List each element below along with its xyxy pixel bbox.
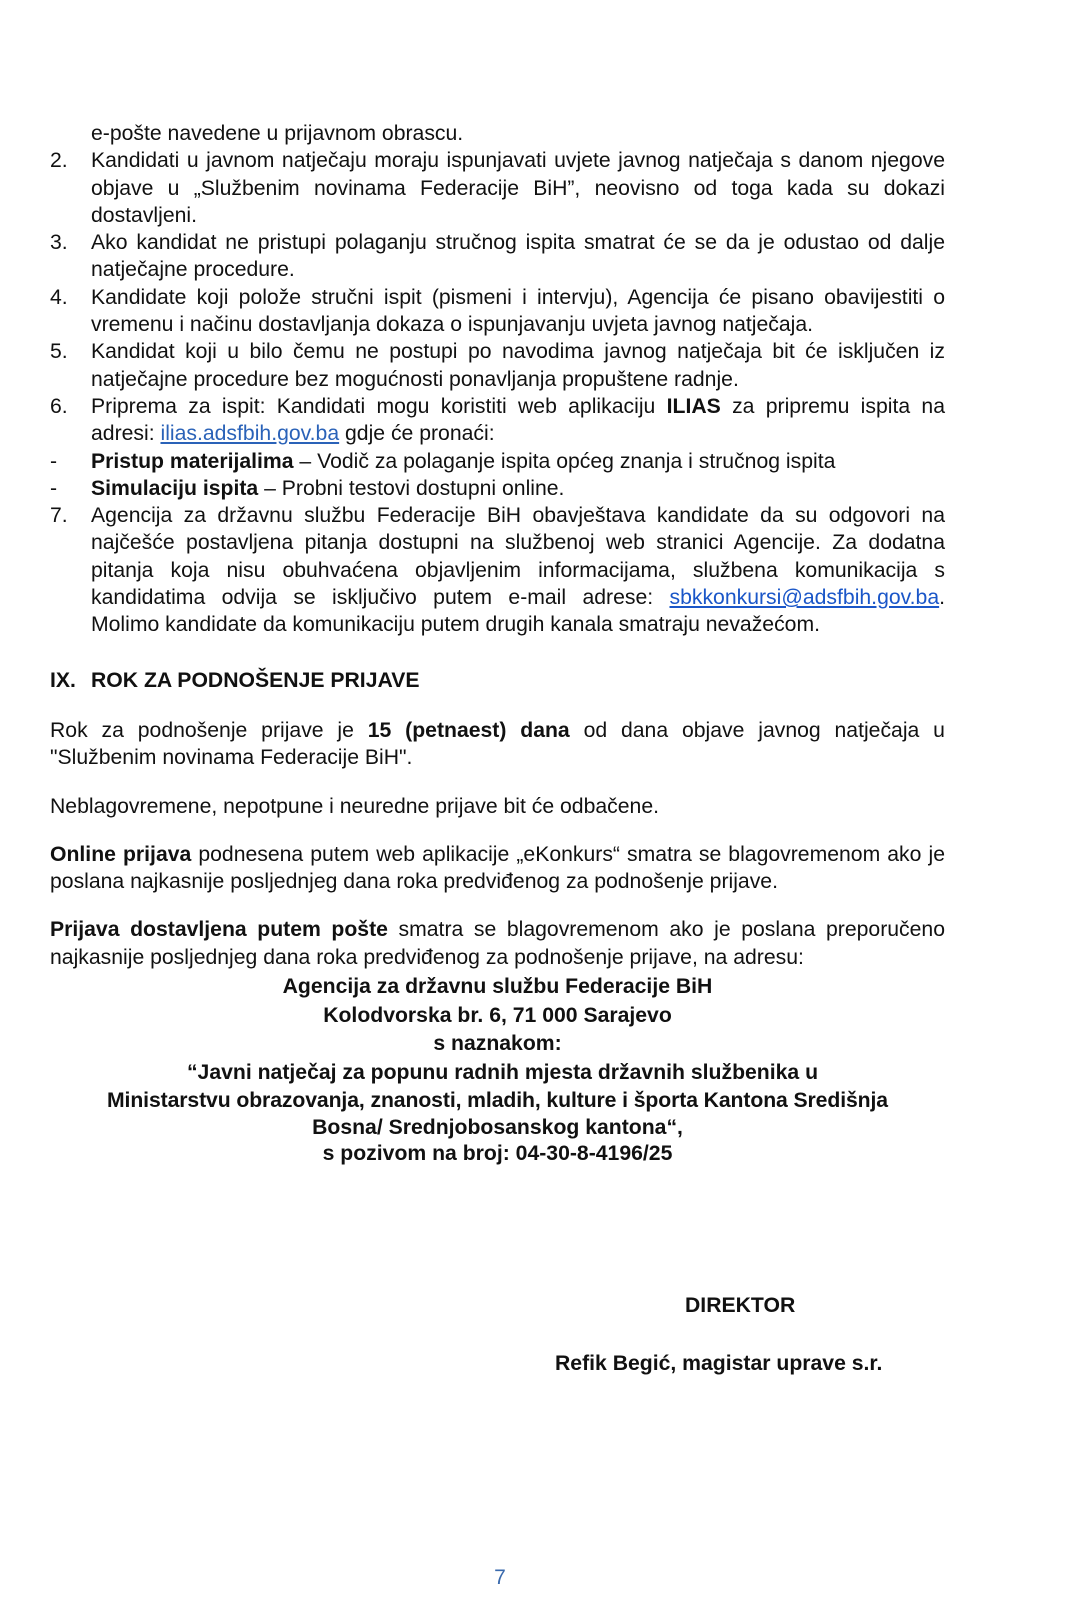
paragraph-text: smatra se blagovremenom ako je poslana preporučeno najkasnije posljednjeg dana roka predviđenog za podnošenje prijave, na adresu: [50, 918, 945, 969]
list-number: 4. [50, 285, 68, 309]
list-item-6 [50, 393, 945, 448]
dash-bullet: - [50, 449, 58, 473]
address-line-subject-2: Ministarstvu obrazovanja, znanosti, mladih, kulture i športa Kantona Središnja [106, 1089, 888, 1113]
deadline-paragraph [50, 717, 945, 772]
sub-item-simulation [50, 475, 945, 502]
list-number: 6. [50, 394, 68, 418]
dash-bullet: - [50, 476, 58, 500]
list-item-7 [50, 502, 945, 638]
signature-title: DIREKTOR [685, 1294, 796, 1317]
address-line-subject-1: “Javni natječaj za popunu radnih mjesta državnih službenika u [186, 1060, 819, 1084]
paragraph-text: podnesena putem web aplikacije „eKonkurs“ smatra se blagovremenom ako je poslana najkasnije posljednjeg dana roka predviđenog za podnošenje prijave. [50, 842, 945, 894]
list-item-text: Ako kandidat ne pristupi polaganju stručnog ispita smatrat će se da je odustao od dalje natječajne procedure. [91, 231, 945, 282]
list-item-text: Priprema za ispit: Kandidati mogu koristiti web aplikaciju [91, 394, 667, 418]
section-title: ROK ZA PODNOŠENJE PRIJAVE [91, 668, 420, 692]
list-item-text: Kandidat koji u bilo čemu ne postupi po navodima javnog natječaja bit će isključen iz natječajne procedure bez mogućnosti ponavljanja propuštene radnje. [91, 340, 945, 391]
address-line-street: Kolodvorska br. 6, 71 000 Sarajevo [323, 1003, 672, 1027]
address-line-label: s naznakom: [433, 1032, 562, 1056]
list-item-text: Kandidate koji polože stručni ispit (pismeni i intervju), Agencija će pisano obavijestiti o vremenu i načinu dostavljanja dokaza o ispunjavanju uvjeta javnog natječaja. [91, 285, 945, 337]
list-item-text: Agencija za državnu službu Federacije BiH obavještava kandidate da su odgovori na najčešće postavljena pitanja dostupni na službenoj web stranici Agencije. Za dodatna pitanja koja nisu obuhvaćena objavljenim informacijama, službena komunikacija s kandidatima odvija se isključivo putem e-mail adrese: [91, 504, 945, 610]
section-number: IX. [50, 668, 76, 692]
address-line-reference: s pozivom na broj: 04-30-8-4196/25 [322, 1141, 673, 1165]
rejection-paragraph: Neblagovremene, nepotpune i neuredne prijave bit će odbačene. [50, 794, 659, 818]
postal-bold: Prijava dostavljena putem pošte [50, 918, 388, 942]
sub-item-text: – Vodič za polaganje ispita općeg znanja i stručnog ispita [293, 449, 836, 473]
sub-item-text: – Probni testovi dostupni online. [258, 476, 565, 500]
mailing-address [50, 973, 945, 1168]
list-item-4 [50, 284, 945, 339]
signature-name: Refik Begić, magistar uprave s.r. [555, 1352, 883, 1375]
sub-item-bold: Simulaciju ispita [91, 476, 259, 500]
list-item-5 [50, 338, 945, 393]
ilias-bold: ILIAS [666, 394, 721, 418]
address-line-subject-3: Bosna/ Srednjobosanskog kantona“, [312, 1115, 683, 1139]
list-number: 7. [50, 504, 68, 528]
list-number: 2. [50, 149, 68, 173]
list-item-text: Kandidati u javnom natječaju moraju ispunjavati uvjete javnog natječaja s danom njegove objave u „Službenim novinama Federacije BiH”, neovisno od toga kada su dokazi dostavljeni. [91, 149, 945, 227]
continuation-line: e-pošte navedene u prijavnom obrascu. [91, 122, 464, 145]
paragraph-text: od dana objave javnog natječaja u "Službenim novinama Federacije BiH". [50, 718, 945, 770]
email-link[interactable]: sbkkonkursi@adsfbih.gov.ba [669, 586, 940, 610]
address-line-agency: Agencija za državnu službu Federacije BiH [282, 975, 713, 999]
page-number: 7 [494, 1566, 506, 1589]
list-item-3 [50, 229, 945, 284]
list-number: 3. [50, 231, 68, 255]
online-bold: Online prijava [50, 842, 192, 866]
document-page [50, 120, 945, 1168]
deadline-bold: 15 (petnaest) dana [367, 718, 570, 742]
list-item-text: . Molimo kandidate da komunikaciju putem drugih kanala smatraju nevažećom. [91, 586, 945, 637]
list-number: 5. [50, 340, 68, 364]
sub-item-bold: Pristup materijalima [91, 449, 294, 473]
list-item-text: za pripremu ispita na adresi: [91, 394, 945, 446]
ilias-link[interactable]: ilias.adsfbih.gov.ba [160, 422, 340, 446]
list-item-text: gdje će pronaći: [339, 422, 495, 446]
sub-item-materials [50, 448, 945, 475]
online-application-paragraph [50, 841, 945, 896]
numbered-list [50, 147, 945, 638]
postal-application-paragraph [50, 916, 945, 971]
paragraph-text: Rok za podnošenje prijave je [50, 718, 368, 742]
section-heading [50, 667, 945, 694]
list-item-2 [50, 147, 945, 229]
